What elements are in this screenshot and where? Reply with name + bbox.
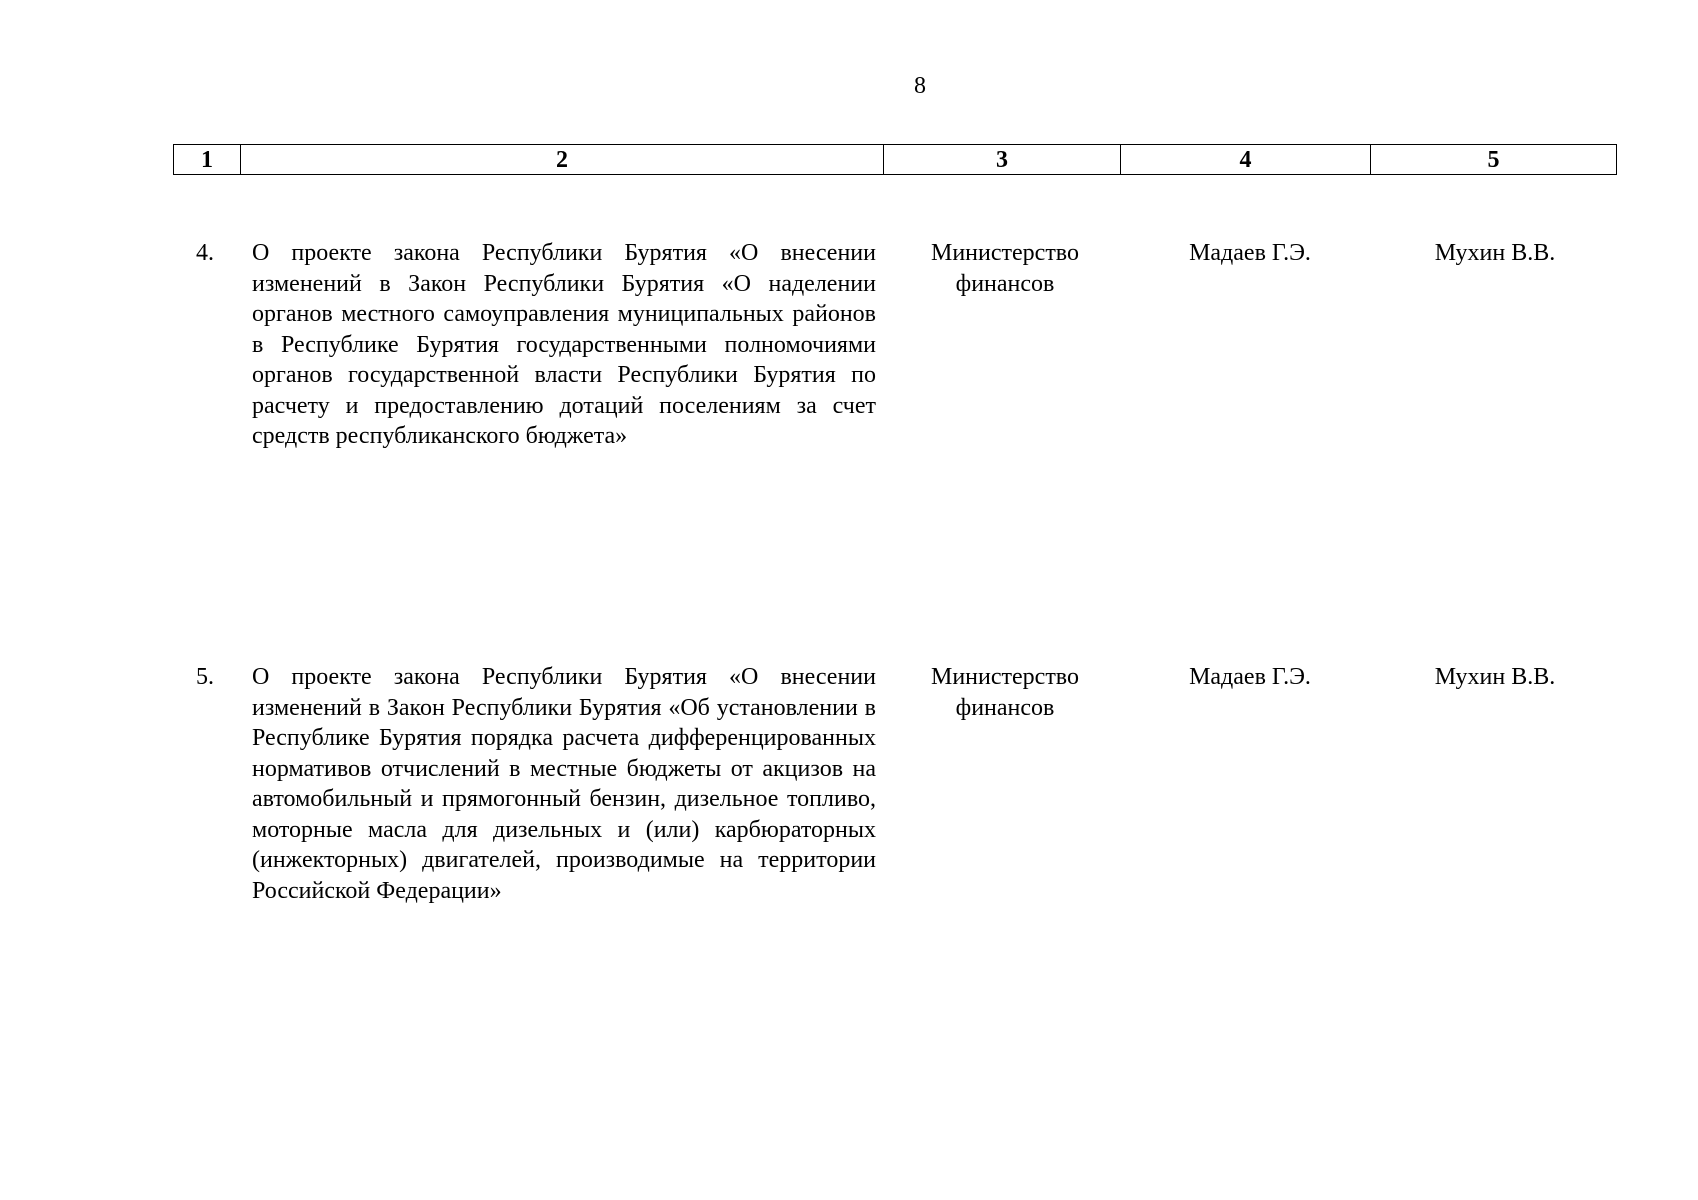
row-responsible: Мадаев Г.Э. <box>1189 240 1311 266</box>
column-number-header <box>173 144 1617 175</box>
row-speaker: Мухин В.В. <box>1434 240 1556 266</box>
column-header-4: 4 <box>1121 145 1371 175</box>
row-responsible: Мадаев Г.Э. <box>1189 664 1311 690</box>
page-number: 8 <box>914 73 926 99</box>
row-number: 4. <box>196 240 214 266</box>
column-header-5: 5 <box>1371 145 1617 175</box>
row-department: Министерство финансов <box>931 240 1079 297</box>
row-title: О проекте закона Республики Бурятия «О внесении изменений в Закон Республики Бурятия «Об установлении в Республике Бурятия порядка расчета дифференцированных нормативов отчислений в местные бюджеты от акцизов на автомобильный и прямогонный бензин, дизельное топливо, моторные масла для дизельных и (или) карбюраторных (инжекторных) двигателей, производимые на территории Российской Федерации» <box>252 664 876 904</box>
row-department: Министерство финансов <box>931 664 1079 721</box>
row-speaker: Мухин В.В. <box>1434 664 1556 690</box>
row-title: О проекте закона Республики Бурятия «О внесении изменений в Закон Республики Бурятия «О наделении органов местного самоуправления муниципальных районов в Республике Бурятия государственными полномочиями органов государственной власти Республики Бурятия по расчету и предоставлению дотаций поселениям за счет средств республиканского бюджета» <box>252 240 876 449</box>
column-header-3: 3 <box>884 145 1121 175</box>
column-header-2: 2 <box>241 145 884 175</box>
row-number: 5. <box>196 664 214 690</box>
header-row <box>174 145 1617 175</box>
column-header-1: 1 <box>174 145 241 175</box>
